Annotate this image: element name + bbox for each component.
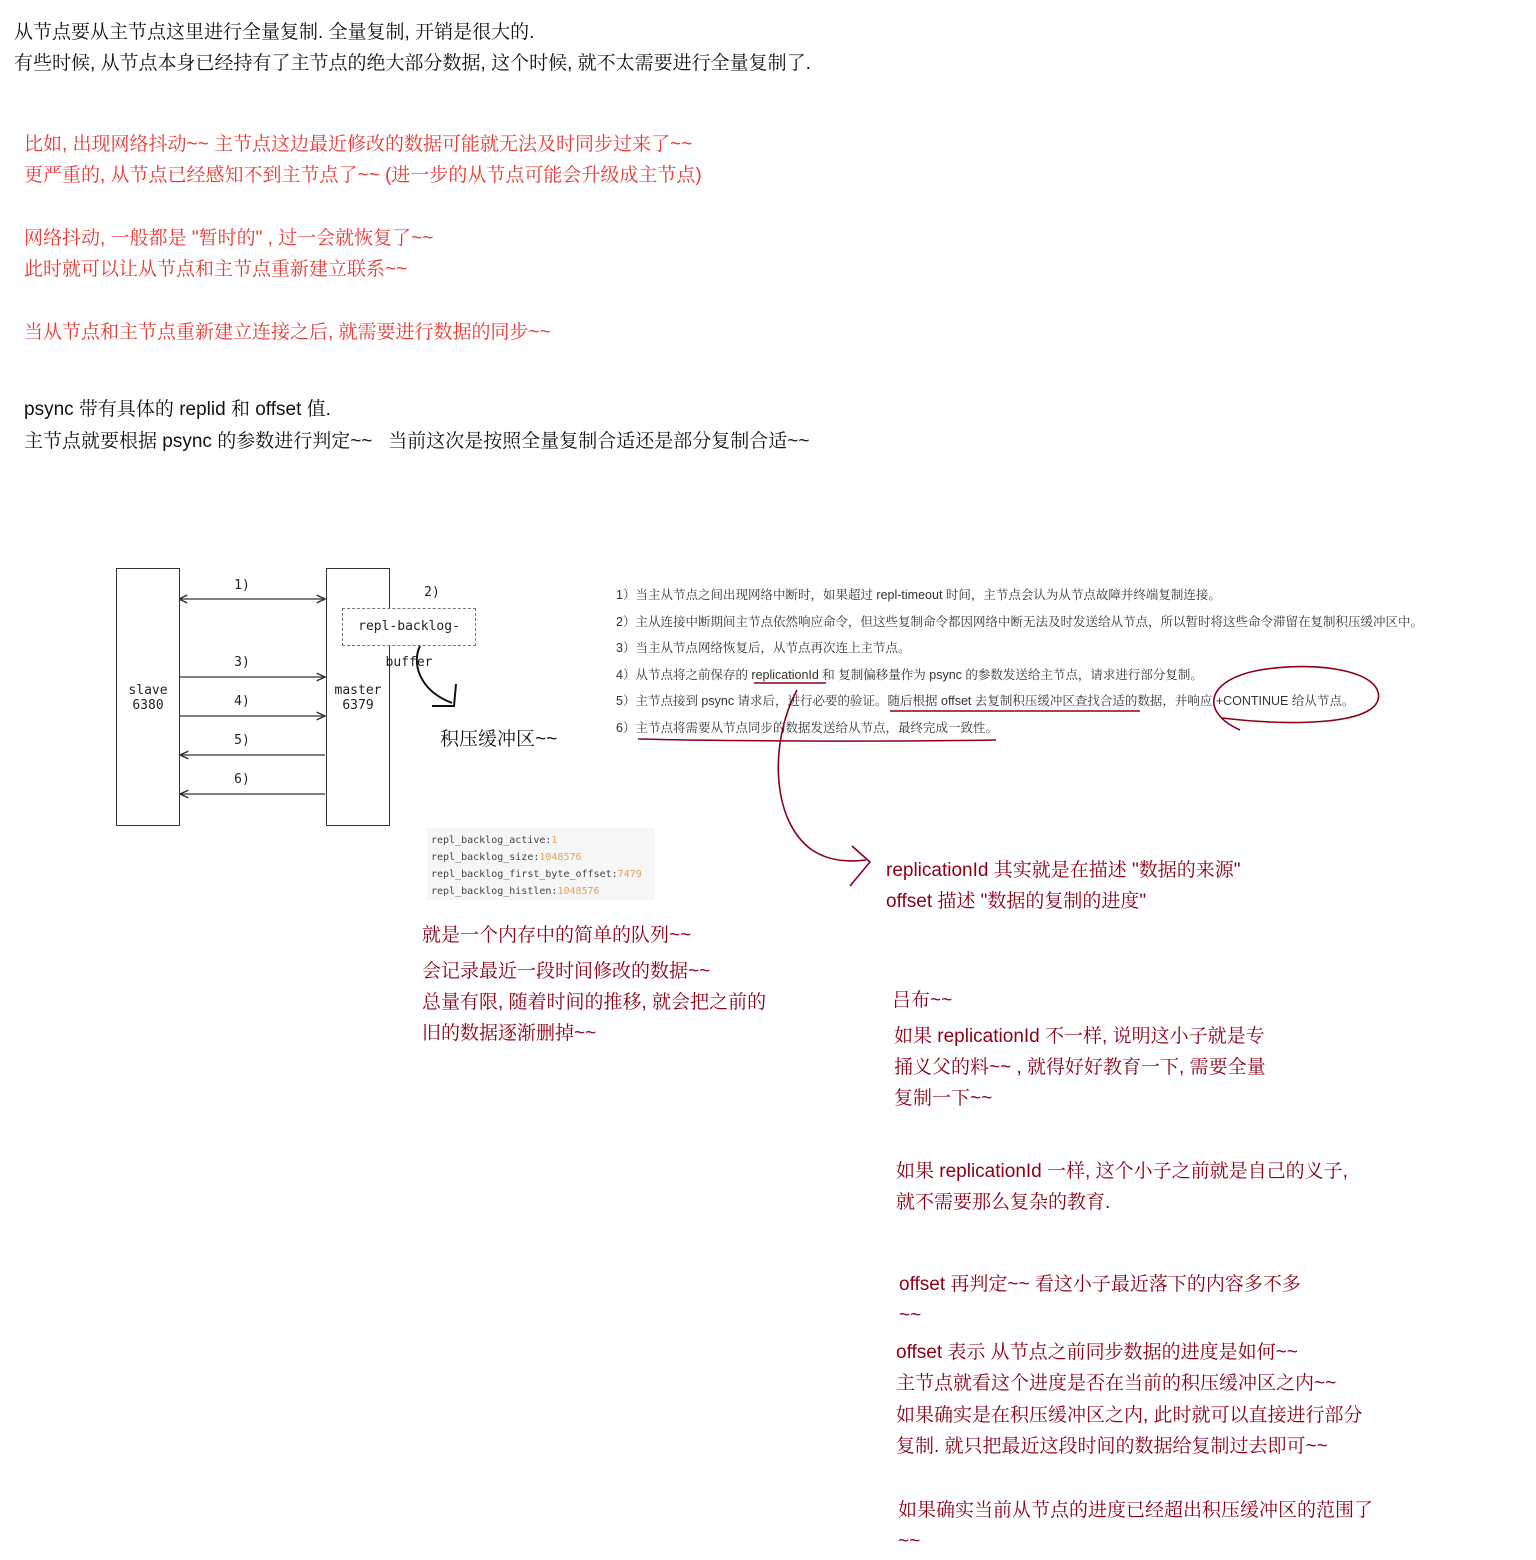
replication-note-1: replicationId 其实就是在描述 "数据的来源" (886, 860, 1241, 881)
stat-key: repl_backlog_size: (431, 852, 540, 863)
stat-value: 1048576 (557, 886, 600, 897)
lubu-note-14: ~~ (898, 1531, 921, 1552)
backlog-stats-panel (427, 828, 655, 900)
red-note-2: 更严重的, 从节点已经感知不到主节点了~~ (进一步的从节点可能会升级成主节点) (24, 165, 702, 186)
red-note-3: 网络抖动, 一般都是 "暂时的" , 过一会就恢复了~~ (24, 228, 434, 249)
intro-line-1: 从节点要从主节点这里进行全量复制. 全量复制, 开销是很大的. (14, 22, 535, 43)
replication-note-2: offset 描述 "数据的复制的进度" (886, 891, 1147, 912)
lubu-note-8: ~~ (899, 1305, 922, 1326)
lubu-note-10: 主节点就看这个进度是否在当前的积压缓冲区之内~~ (896, 1373, 1337, 1394)
lubu-note-6: 就不需要那么复杂的教育. (896, 1192, 1111, 1213)
lubu-note-13: 如果确实当前从节点的进度已经超出积压缓冲区的范围了 (898, 1500, 1374, 1521)
step-1: 1）当主从节点之间出现网络中断时，如果超过 repl-timeout 时间，主节点会认为从节点故障并终端复制连接。 (616, 588, 1221, 602)
lubu-note-4: 复制一下~~ (894, 1088, 993, 1109)
arrow-label-5: 5) (234, 733, 250, 748)
arrow-label-6: 6) (234, 772, 250, 787)
stat-key: repl_backlog_active: (431, 835, 552, 846)
lubu-note-2: 如果 replicationId 不一样, 说明这小子就是专 (894, 1026, 1265, 1047)
step-2: 2）主从连接中断期间主节点依然响应命令，但这些复制命令都因网络中断无法及时发送给从节点，所以暂时将这些命令滞留在复制积压缓冲区中。 (616, 614, 1423, 629)
step-6: 6）主节点将需要从节点同步的数据发送给从节点，最终完成一致性。 (616, 720, 998, 735)
stat-key: repl_backlog_first_byte_offset: (431, 869, 618, 880)
red-note-5: 当从节点和主节点重新建立连接之后, 就需要进行数据的同步~~ (24, 322, 551, 343)
arrow-label-1: 1) (234, 578, 250, 593)
psync-note-2: 主节点就要根据 psync 的参数进行判定~~ 当前这次是按照全量复制合适还是部分复制合适~~ (24, 431, 810, 452)
lubu-note-9: offset 表示 从节点之前同步数据的进度是如何~~ (896, 1342, 1298, 1363)
buffer-note-2: 会记录最近一段时间修改的数据~~ (422, 961, 711, 982)
arrow-label-2: 2) (424, 585, 440, 600)
stat-value: 1 (551, 835, 558, 846)
slave-node-label: slave 6380 (128, 683, 168, 713)
lubu-note-3: 捅义父的料~~ , 就得好好教育一下, 需要全量 (894, 1057, 1266, 1078)
step-5: 5）主节点接到 psync 请求后，进行必要的验证。随后根据 offset 去复制积压缓冲区查找合适的数据，并响应 +CONTINUE 给从节点。 (616, 694, 1355, 708)
stat-key: repl_backlog_histlen: (431, 886, 558, 897)
step-3: 3）当主从节点网络恢复后，从节点再次连上主节点。 (616, 641, 911, 655)
stat-backlog-size (431, 849, 651, 866)
arrow-label-3: 3) (234, 655, 250, 670)
stat-value: 7479 (617, 869, 642, 880)
master-node-label: master 6379 (334, 683, 382, 713)
stat-backlog-active (431, 832, 651, 849)
buffer-caption: 积压缓冲区~~ (440, 729, 558, 750)
intro-line-2: 有些时候, 从节点本身已经持有了主节点的绝大部分数据, 这个时候, 就不太需要进行全量复制了. (14, 53, 811, 74)
red-note-4: 此时就可以让从节点和主节点重新建立联系~~ (24, 259, 408, 280)
lubu-note-1: 吕布~~ (892, 990, 953, 1011)
buffer-label: repl-backlog-buffer (342, 608, 476, 646)
buffer-note-4: 旧的数据逐渐删掉~~ (422, 1023, 597, 1044)
lubu-note-7: offset 再判定~~ 看这小子最近落下的内容多不多 (899, 1274, 1301, 1295)
lubu-note-5: 如果 replicationId 一样, 这个小子之前就是自己的义子, (896, 1161, 1348, 1182)
step-4: 4）从节点将之前保存的 replicationId 和 复制偏移量作为 psync 的参数发送给主节点，请求进行部分复制。 (616, 667, 1203, 682)
red-note-1: 比如, 出现网络抖动~~ 主节点这边最近修改的数据可能就无法及时同步过来了~~ (24, 134, 693, 155)
arrow-label-4: 4) (234, 694, 250, 709)
stat-value: 1048576 (539, 852, 582, 863)
stat-first-byte-offset (431, 866, 651, 883)
replication-steps (616, 582, 1423, 741)
lubu-note-11: 如果确实是在积压缓冲区之内, 此时就可以直接进行部分 (896, 1405, 1363, 1426)
buffer-note-1: 就是一个内存中的简单的队列~~ (422, 925, 692, 946)
replicationid-callout-head (850, 846, 870, 886)
stat-histlen (431, 883, 651, 900)
psync-note-1: psync 带有具体的 replid 和 offset 值. (24, 399, 331, 420)
lubu-note-12: 复制. 就只把最近这段时间的数据给复制过去即可~~ (896, 1436, 1328, 1457)
buffer-note-3: 总量有限, 随着时间的推移, 就会把之前的 (422, 992, 767, 1013)
